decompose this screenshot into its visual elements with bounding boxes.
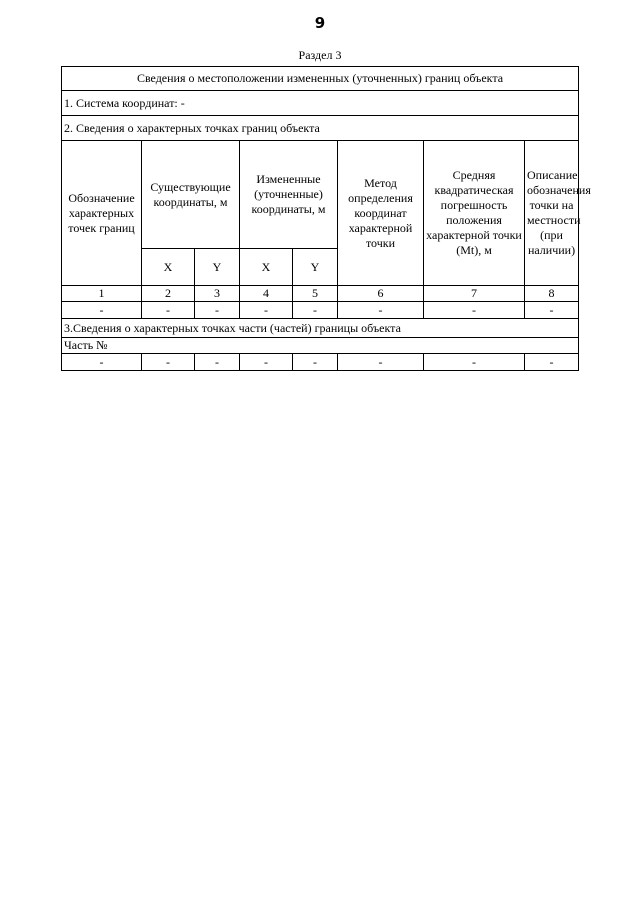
data-cell: - [62, 302, 142, 319]
data-cell: - [338, 302, 424, 319]
part-data-cell: - [293, 354, 338, 371]
coordinate-system: 1. Система координат: - [62, 91, 579, 116]
part-data-cell: - [338, 354, 424, 371]
data-cell: - [293, 302, 338, 319]
header-designation: Обозначение характерных точек границ [62, 141, 142, 286]
parts-heading: 3.Сведения о характерных точках части (частей) границы объекта [62, 319, 579, 338]
column-number: 5 [293, 286, 338, 302]
column-number: 8 [525, 286, 579, 302]
section-label: Раздел 3 [298, 48, 342, 62]
header-description: Описание обозначения точки на местности (при наличии) [525, 141, 579, 286]
header-existing-y: Y [195, 249, 240, 286]
column-number: 7 [424, 286, 525, 302]
page-number: 9 [314, 14, 326, 32]
column-number: 6 [338, 286, 424, 302]
header-changed-x: X [240, 249, 293, 286]
part-data-cell: - [240, 354, 293, 371]
header-existing-x: X [142, 249, 195, 286]
header-mean-error: Средняя квадратическая погрешность положения характерной точки (Mt), м [424, 141, 525, 286]
data-cell: - [424, 302, 525, 319]
column-number: 4 [240, 286, 293, 302]
boundary-points-table [61, 66, 591, 371]
part-data-cell: - [525, 354, 579, 371]
part-data-cell: - [142, 354, 195, 371]
points-heading: 2. Сведения о характерных точках границ объекта [62, 116, 579, 141]
column-number: 2 [142, 286, 195, 302]
table-title: Сведения о местоположении измененных (уточненных) границ объекта [62, 67, 579, 91]
column-number: 1 [62, 286, 142, 302]
data-cell: - [195, 302, 240, 319]
header-method: Метод определения координат характерной точки [338, 141, 424, 286]
part-number-label: Часть № [62, 338, 579, 354]
part-data-cell: - [424, 354, 525, 371]
data-cell: - [142, 302, 195, 319]
data-cell: - [240, 302, 293, 319]
column-number: 3 [195, 286, 240, 302]
header-changed-y: Y [293, 249, 338, 286]
header-changed-coordinates: Измененные (уточненные) координаты, м [240, 141, 338, 249]
header-existing-coordinates: Существующие координаты, м [142, 141, 240, 249]
part-data-cell: - [195, 354, 240, 371]
data-cell: - [525, 302, 579, 319]
part-data-cell: - [62, 354, 142, 371]
